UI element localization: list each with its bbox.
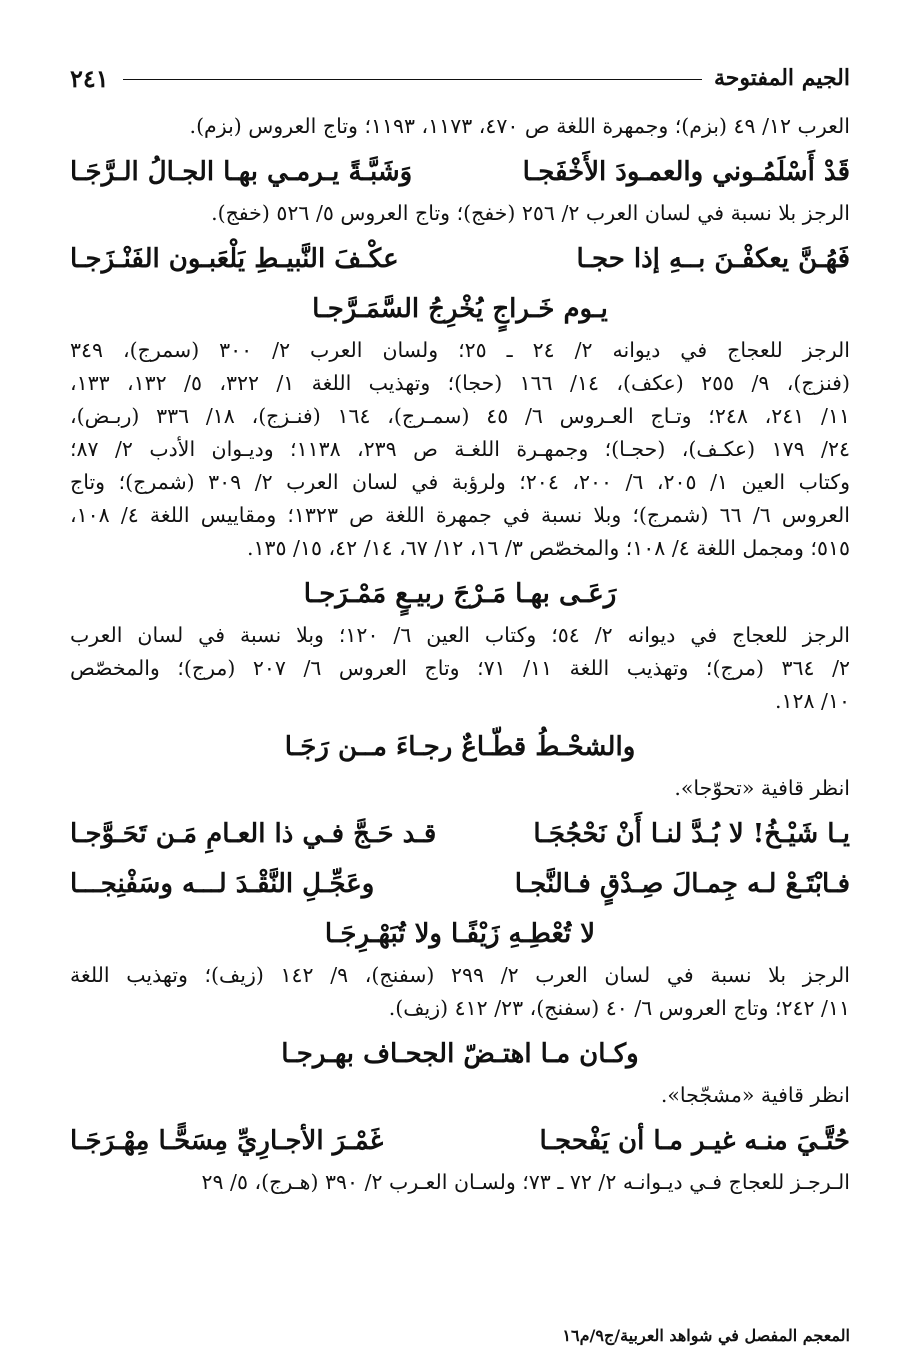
- text-line: ٢٤/ ١٧٩ (عكـف)، (حجـا)؛ وجمهـرة اللغـة ص ٢٣٩، ١١٣٨؛ وديـوان الأدب ٢/ ٨٧؛: [70, 437, 850, 461]
- text-line: وكتاب العين ١/ ٢٠٥، ٦/ ٢٠٠، ٢٠٤؛ ولرؤبة في لسان العرب ٢/ ٣٠٩ (شمرج)؛ وتاج: [70, 470, 850, 494]
- verse-hemistich: فـابْتَـعْ لـه جِمـالَ صِـدْقٍ فـالنَّجـا: [514, 869, 850, 899]
- verse-hemistich: يـا شَيْـخُ! لا بُـدَّ لنـا أَنْ نَحْجُجَـا: [533, 819, 850, 849]
- verse-hemistich: عكْـفَ النَّبيـطِ يَلْعَبـون الفَنْـزَجـا: [70, 244, 399, 274]
- text-line: ١١/ ٢٤٢؛ وتاج العروس ٦/ ٤٠ (سفنج)، ٢٣/ ٤١٢ (زيف).: [388, 996, 850, 1020]
- verse-hemistich: قـد حَـجَّ فـي ذا العـامِ مَـن تَحَـوَّجـا: [70, 819, 437, 849]
- poetry-verse: [70, 147, 850, 197]
- verse-hemistich: يـوم خَـراجٍ يُخْرِجُ السَّمَـرَّجـا: [312, 294, 608, 324]
- citation-paragraph: [70, 1079, 850, 1112]
- citation-paragraph: [70, 110, 850, 143]
- running-header: [70, 58, 850, 98]
- citation-paragraph: [70, 334, 850, 565]
- text-line: ٢/ ٣٦٤ (مرج)؛ وتهذيب اللغة ١١/ ٧١؛ وتاج العروس ٦/ ٢٠٧ (مرج)؛ والمخصّص: [70, 656, 850, 680]
- verse-hemistich: وَشَبَّـةً يـرمـي بهـا الجـالُ الـرَّجَـا: [70, 157, 413, 187]
- text-line: الرجز بلا نسبة في لسان العرب ٢/ ٢٥٦ (خفج)؛ وتاج العروس ٥/ ٥٢٦ (خفج).: [211, 201, 850, 225]
- section-title: الجيم المفتوحة: [713, 65, 850, 91]
- text-line: ١١/ ٢٤١، ٢٤٨؛ وتـاج العـروس ٦/ ٤٥ (سمـرج)، ١٦٤ (فنـزج)، ١٨/ ٣٣٦ (ربـض)،: [70, 404, 850, 428]
- poetry-verse: [70, 1029, 850, 1079]
- poetry-verse: [70, 569, 850, 619]
- page-number: ٢٤١: [70, 63, 109, 93]
- footer-signature: المعجم المفصل في شواهد العربية/ج٩/م١٦: [562, 1326, 850, 1345]
- poetry-verse: [70, 809, 850, 859]
- verse-hemistich: قَدْ أَسْلَمُـوني والعمـودَ الأَخْفَجـا: [522, 157, 850, 187]
- poetry-verse: [70, 1116, 850, 1166]
- verse-hemistich: والشحْـطُ قطّـاعٌ رجـاءَ مــن رَجَـا: [284, 732, 636, 762]
- poetry-verse: [70, 234, 850, 284]
- citation-paragraph: [70, 772, 850, 805]
- text-line: (فنزج)، ٩/ ٢٥٥ (عكف)، ١٤/ ١٦٦ (حجا)؛ وتهذيب اللغة ١/ ٣٢٢، ٥/ ١٣٢، ١٣٣،: [70, 371, 850, 395]
- citation-paragraph: [70, 619, 850, 718]
- page-body: [70, 110, 850, 1203]
- text-line: ١٠/ ١٢٨.: [774, 689, 850, 713]
- verse-hemistich: وكـان مـا اهتـضّ الجحـاف بهـرجـا: [281, 1039, 639, 1069]
- text-line: انظر قافية «تحوّجا».: [674, 776, 850, 800]
- text-line: الرجز للعجاج في ديوانه ٢/ ٥٤؛ وكتاب العين ٦/ ١٢٠؛ وبلا نسبة في لسان العرب: [70, 623, 850, 647]
- citation-paragraph: [70, 959, 850, 1025]
- verse-hemistich: حُتَّـيَ منـه غيـر مـا أن يَفْحجـا: [539, 1126, 850, 1156]
- text-line: الـرجـز للعجاج فـي ديـوانـه ٢/ ٧٢ ـ ٧٣؛ ولسـان العـرب ٢/ ٣٩٠ (هـرج)، ٥/ ٢٩: [201, 1170, 850, 1194]
- spacer: [70, 1199, 850, 1203]
- verse-hemistich: لا تُعْطِـهِ زَيْفًـا ولا تُبَهْـرِجَـا: [324, 919, 596, 949]
- poetry-verse: [70, 859, 850, 909]
- poetry-verse: [70, 909, 850, 959]
- text-line: العروس ٦/ ٦٦ (شمرج)؛ وبلا نسبة في جمهرة اللغة ص ١٣٢٣؛ ومقاييس اللغة ٤/ ١٠٨،: [70, 503, 850, 527]
- text-line: العرب ١٢/ ٤٩ (بزم)؛ وجمهرة اللغة ص ٤٧٠، ١١٧٣، ١١٩٣؛ وتاج العروس (بزم).: [189, 114, 850, 138]
- text-line: ٥١٥؛ ومجمل اللغة ٤/ ١٠٨؛ والمخصّص ٣/ ١٦، ١٢/ ٦٧، ١٤/ ٤٢، ١٥/ ١٣٥.: [246, 536, 850, 560]
- verse-hemistich: رَعَـى بهـا مَـرْجَ ربيـعٍ مَمْـرَجـا: [303, 579, 617, 609]
- verse-hemistich: وعَجِّـلِ النَّقْـدَ لـــه وسَفْنِجـــا: [70, 869, 375, 899]
- poetry-verse: [70, 284, 850, 334]
- verse-hemistich: غَمْـرَ الأجـارِيِّ مِسَحًّـا مِهْـرَجَـا: [70, 1126, 384, 1156]
- verse-hemistich: فَهُـنَّ يعكفْـنَ بــهِ إذا حجـا: [576, 244, 850, 274]
- text-line: الرجز للعجاج في ديوانه ٢/ ٢٤ ـ ٢٥؛ ولسان العرب ٢/ ٣٠٠ (سمرج)، ٣٤٩: [70, 338, 850, 362]
- text-line: انظر قافية «مشجّجا».: [660, 1083, 850, 1107]
- citation-paragraph: [70, 1166, 850, 1199]
- text-line: الرجز بلا نسبة في لسان العرب ٢/ ٢٩٩ (سفنج)، ٩/ ١٤٢ (زيف)؛ وتهذيب اللغة: [70, 963, 850, 987]
- header-rule: [123, 79, 702, 80]
- citation-paragraph: [70, 197, 850, 230]
- poetry-verse: [70, 722, 850, 772]
